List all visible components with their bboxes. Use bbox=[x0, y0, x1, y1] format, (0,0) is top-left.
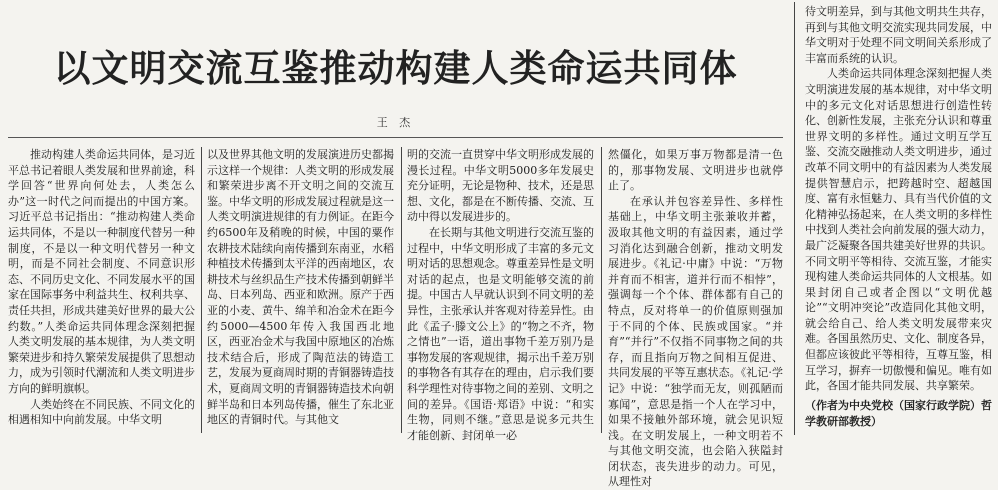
column-divider bbox=[201, 147, 202, 433]
article-headline: 以文明交流互鉴推动构建人类命运共同体 bbox=[53, 47, 738, 90]
article-column-3 bbox=[407, 147, 594, 442]
article-author: 王 杰 bbox=[376, 116, 415, 129]
paragraph: 人类命运共同体理念深刻把握人类文明演进发展的基本规律，对中华文明中的多元文化对话思想进行创造性转化、创新性发展，主张充分认识和尊重世界文明的多样性。通过文明互学互鉴、交流交融推动人类文明进步，通过改革不同文明中的有益因素为人类发展提供智慧启示，把跨越时空、超越国度、富有永恒魅力、具有当代价值的文化精神弘扬起来，在人类文明的多样性中找到人类社会向前发展的强大动力，最广泛凝聚各国共建美好世界的共识。不同文明平等相待、交流互鉴，才能实现构建人类命运共同体的人文根基。如果封闭自己或者企图以“文明优越论”“文明冲突论”改造同化其他文明，就会给自己、给人类文明发展带来灾难。各国虽然历史、文化、制度各异，但都应该彼此平等相待，互尊互鉴，相互学习，摒弃一切傲慢和偏见。唯有如此，各国才能共同发展、共享繁荣。 bbox=[805, 67, 992, 393]
paragraph: 人类始终在不同民族、不同文化的相遇相知中向前发展。中华文明 bbox=[8, 397, 195, 427]
author-credit: （作者为中央党校（国家行政学院）哲学教研部教授） bbox=[805, 399, 992, 428]
headline-divider bbox=[8, 137, 783, 138]
paragraph: 在长期与其他文明进行交流互鉴的过程中，中华文明形成了丰富的多元文明对话的思想观念。尊重差异性是文明对话的起点，也是文明能够交流的前提。中国古人早就认识到不同文明的差异性，主张承认并客观对待差异性。由此《孟子·滕文公上》的“物之不齐，物之情也”一语，道出事物千差万别乃是事物发展的客观规律，揭示出千差万别的事物各有其存在的理由，启示我们要科学理性对待事物之间的差别、文明之间的差异。《国语·郑语》中说：“和实生物，同则不继。”意思是说多元共生才能创新、封闭单一必 bbox=[407, 225, 594, 442]
article-column-5 bbox=[805, 4, 992, 394]
column-divider bbox=[794, 2, 795, 435]
paragraph: 待文明差异，到与其他文明共生共存，再到与其他文明交流实现共同发展，中华文明对于处理不同文明间关系形成了丰富而系统的认识。 bbox=[805, 5, 992, 65]
column-divider bbox=[401, 147, 402, 433]
article-column-2 bbox=[207, 147, 394, 435]
column-divider bbox=[601, 147, 602, 433]
article-column-1 bbox=[8, 147, 195, 435]
paragraph: 在承认并包容差异性、多样性基础上，中华文明主张兼收并蓄，汲取其他文明的有益因素，通过学习消化达到融合创新，推动文明发展进步。《礼记·中庸》中说：“万物并育而不相害，道并行而不相悖”，强调每一个个体、群体都有自己的特点，反对将单一的价值原则强加于不同的个体、民族或国家。“并育”“并行”不仅指不同事物之间的共存，而且指向万物之间相互促进、共同发展的平等互惠状态。《礼记·学记》中说：“独学而无友，则孤陋而寡闻”，意思是指一个人在学习中，如果不接触外部环境，就会见识短浅。在文明发展上，一种文明若不与其他文明交流，也会陷入狭隘封闭状态，丧失进步的动力。可见，从理性对 bbox=[608, 194, 783, 489]
paragraph: 以及世界其他文明的发展演进历史都揭示这样一个规律：人类文明的形成发展和繁荣进步离不开文明之间的交流互鉴。中华文明的形成发展过程就是这一人类文明演进规律的有力例证。在距今约6500年及稍晚的时候，中国的粟作农耕技术陆续向南传播到东南亚，水稻种植技术传播到太平洋的西南地区，农耕技术与丝织品生产技术传播到朝鲜半岛、日本列岛、西亚和欧洲。原产于西亚的小麦、黄牛、绵羊和冶金术在距今约5000—4500年传入我国西北地区，西亚冶金术与我国中原地区的冶炼技术结合后，形成了陶范法的铸造工艺，发展为夏商周时期的青铜器铸造技术，夏商周文明的青铜器铸造技术向朝鲜半岛和日本列岛传播，催生了东北亚地区的青铜时代。与其他文 bbox=[207, 148, 394, 427]
article-column-4 bbox=[608, 147, 783, 489]
paragraph: 然僵化，如果万事万物都是清一色的，那事物发展、文明进步也就停止了。 bbox=[608, 148, 783, 193]
paragraph: 推动构建人类命运共同体，是习近平总书记着眼人类发展和世界前途，科学回答“世界向何处去，人类怎么办”这一时代之问而提出的中国方案。习近平总书记指出：“推动构建人类命运共同体，不是以一种制度代替另一种制度，不是以一种文明代替另一种文明，而是不同社会制度、不同意识形态、不同历史文化、不同发展水平的国家在国际事务中利益共生、权利共享、责任共担，形成共建美好世界的最大公约数。”人类命运共同体理念深刻把握人类文明发展的基本规律，为人类文明繁荣进步和持久繁荣发展提供了思想动力，成为引领时代潮流和人类文明进步方向的鲜明旗帜。 bbox=[8, 148, 195, 395]
paragraph: 明的交流一直贯穿中华文明形成发展的漫长过程。中华文明5000多年发展史充分证明，无论是物种、技术，还是思想、文化，都是在不断传播、交流、互动中得以发展进步的。 bbox=[407, 148, 594, 224]
